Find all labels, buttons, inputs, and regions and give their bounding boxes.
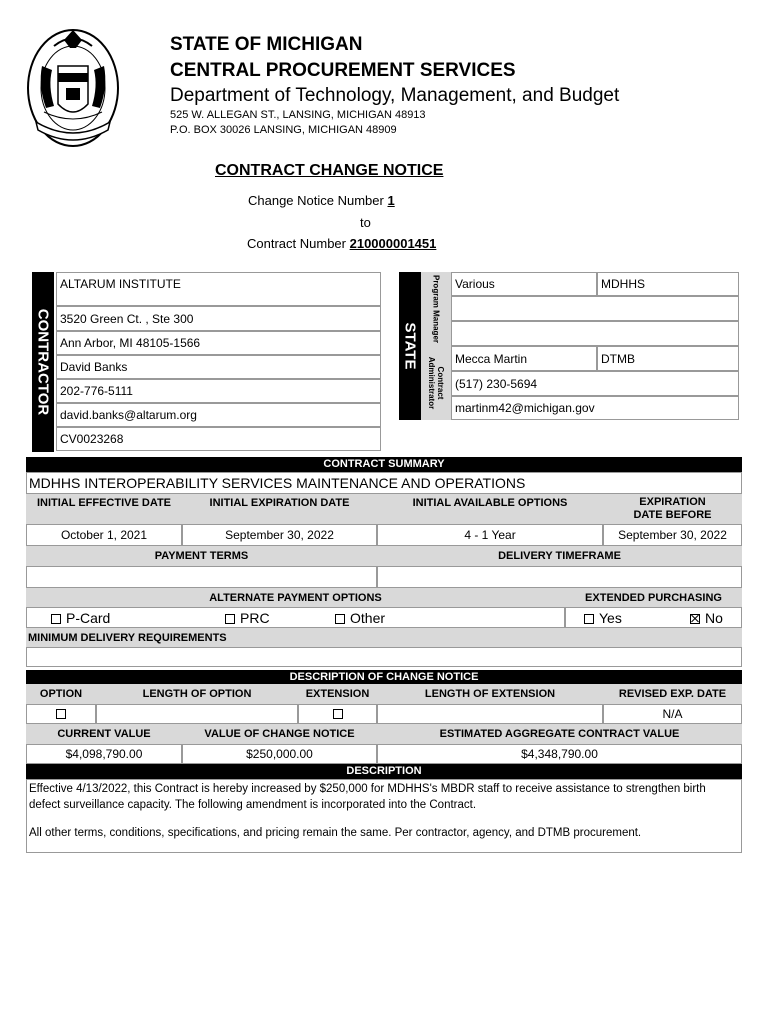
contract-description: MDHHS INTEROPERABILITY SERVICES MAINTENANCE AND OPERATIONS [26, 472, 742, 494]
minimum-delivery-requirements-label: MINIMUM DELIVERY REQUIREMENTS [26, 628, 742, 647]
contract-administrator-agency: DTMB [597, 346, 739, 371]
col-current-value: CURRENT VALUE [26, 724, 182, 744]
col-revised-exp-date: REVISED EXP. DATE [603, 684, 742, 704]
length-of-extension-value [377, 704, 603, 724]
expiration-date-before: September 30, 2022 [603, 524, 742, 546]
delivery-timeframe-label: DELIVERY TIMEFRAME [377, 546, 742, 566]
contract-number: 210000001451 [349, 236, 437, 251]
state-side-label: STATE [399, 272, 421, 420]
to-text: to [360, 215, 371, 230]
initial-effective-date: October 1, 2021 [26, 524, 182, 546]
option-checkbox-icon[interactable] [56, 709, 66, 719]
payment-terms-label: PAYMENT TERMS [26, 546, 377, 566]
state-title: STATE OF MICHIGAN [170, 34, 363, 55]
description-paragraph-1: Effective 4/13/2022, this Contract is hereby increased by $250,000 for MDHHS's MBDR staff to receive assistance to strengthen birth defect surveillance capacity. The following amendment is incorporated into the Contract. [29, 783, 706, 811]
extended-no-option[interactable]: No [690, 610, 723, 626]
minimum-delivery-requirements-value [26, 647, 742, 667]
program-manager-row-3 [451, 321, 739, 346]
contract-administrator-phone: (517) 230-5694 [451, 371, 739, 396]
contractor-side-label: CONTRACTOR [32, 272, 54, 452]
initial-expiration-date: September 30, 2022 [182, 524, 377, 546]
address-line-1: 525 W. ALLEGAN ST., LANSING, MICHIGAN 48913 [170, 109, 426, 121]
contract-summary-header: CONTRACT SUMMARY [26, 457, 742, 472]
agency-title: CENTRAL PROCUREMENT SERVICES [170, 60, 516, 81]
extended-purchasing-label: EXTENDED PURCHASING [565, 588, 742, 607]
change-notice-header: DESCRIPTION OF CHANGE NOTICE [26, 670, 742, 684]
contractor-name: ALTARUM INSTITUTE [56, 272, 381, 306]
change-notice-line [248, 193, 395, 208]
delivery-timeframe-value [377, 566, 742, 588]
prc-checkbox-icon[interactable] [225, 614, 235, 624]
col-length-of-option: LENGTH OF OPTION [96, 684, 298, 704]
program-manager-label: Program Manager [421, 272, 451, 346]
pcard-checkbox-icon[interactable] [51, 614, 61, 624]
contract-number-label: Contract Number [247, 236, 346, 251]
program-manager-row-2 [451, 296, 739, 321]
extension-checkbox-cell [298, 704, 377, 724]
initial-available-options: 4 - 1 Year [377, 524, 603, 546]
description-body [26, 779, 742, 853]
extension-checkbox-icon[interactable] [333, 709, 343, 719]
length-of-option-value [96, 704, 298, 724]
value-of-change-notice: $250,000.00 [182, 744, 377, 764]
col-value-of-change-notice: VALUE OF CHANGE NOTICE [182, 724, 377, 744]
contract-number-line [247, 236, 436, 251]
col-expiration-date-before: EXPIRATION DATE BEFORE [603, 494, 742, 524]
yes-checkbox-icon[interactable] [584, 614, 594, 624]
other-checkbox-icon[interactable] [335, 614, 345, 624]
extended-purchasing-row [565, 607, 742, 628]
option-checkbox-cell [26, 704, 96, 724]
extended-yes-option[interactable]: Yes [584, 610, 622, 626]
change-notice-number: 1 [387, 193, 395, 208]
change-notice-label: Change Notice Number [248, 193, 384, 208]
col-option: OPTION [26, 684, 96, 704]
program-manager-name: Various [451, 272, 597, 296]
col-length-of-extension: LENGTH OF EXTENSION [377, 684, 603, 704]
program-manager-agency: MDHHS [597, 272, 739, 296]
col-extension: EXTENSION [298, 684, 377, 704]
pcard-option[interactable]: P-Card [51, 610, 110, 626]
contractor-contact: David Banks [56, 355, 381, 379]
description-paragraph-2: All other terms, conditions, specifications, and pricing remain the same. Per contractor, agency, and DTMB procurement. [29, 827, 642, 839]
michigan-seal-icon [24, 26, 122, 148]
address-line-2: P.O. BOX 30026 LANSING, MICHIGAN 48909 [170, 124, 397, 136]
col-initial-effective-date: INITIAL EFFECTIVE DATE [26, 494, 182, 524]
payment-terms-value [26, 566, 377, 588]
contractor-vendor-id: CV0023268 [56, 427, 381, 451]
estimated-aggregate-value: $4,348,790.00 [377, 744, 742, 764]
notice-title: CONTRACT CHANGE NOTICE [215, 162, 444, 179]
contract-administrator-label: Contract Administrator [421, 346, 451, 420]
description-header: DESCRIPTION [26, 764, 742, 779]
current-value: $4,098,790.00 [26, 744, 182, 764]
no-checkbox-checked-icon[interactable] [690, 614, 700, 624]
contractor-phone: 202-776-5111 [56, 379, 381, 403]
contract-administrator-name: Mecca Martin [451, 346, 597, 371]
department-title: Department of Technology, Management, and Budget [170, 85, 620, 106]
contractor-street: 3520 Green Ct. , Ste 300 [56, 306, 381, 331]
revised-exp-date-value: N/A [603, 704, 742, 724]
alternate-payment-options-row [26, 607, 565, 628]
contractor-email: david.banks@altarum.org [56, 403, 381, 427]
other-option[interactable]: Other [335, 610, 385, 626]
alternate-payment-options-label: ALTERNATE PAYMENT OPTIONS [26, 588, 565, 607]
contractor-city: Ann Arbor, MI 48105-1566 [56, 331, 381, 355]
col-estimated-aggregate-value: ESTIMATED AGGREGATE CONTRACT VALUE [377, 724, 742, 744]
col-initial-expiration-date: INITIAL EXPIRATION DATE [182, 494, 377, 524]
col-initial-available-options: INITIAL AVAILABLE OPTIONS [377, 494, 603, 524]
contract-administrator-email: martinm42@michigan.gov [451, 396, 739, 420]
prc-option[interactable]: PRC [225, 610, 270, 626]
